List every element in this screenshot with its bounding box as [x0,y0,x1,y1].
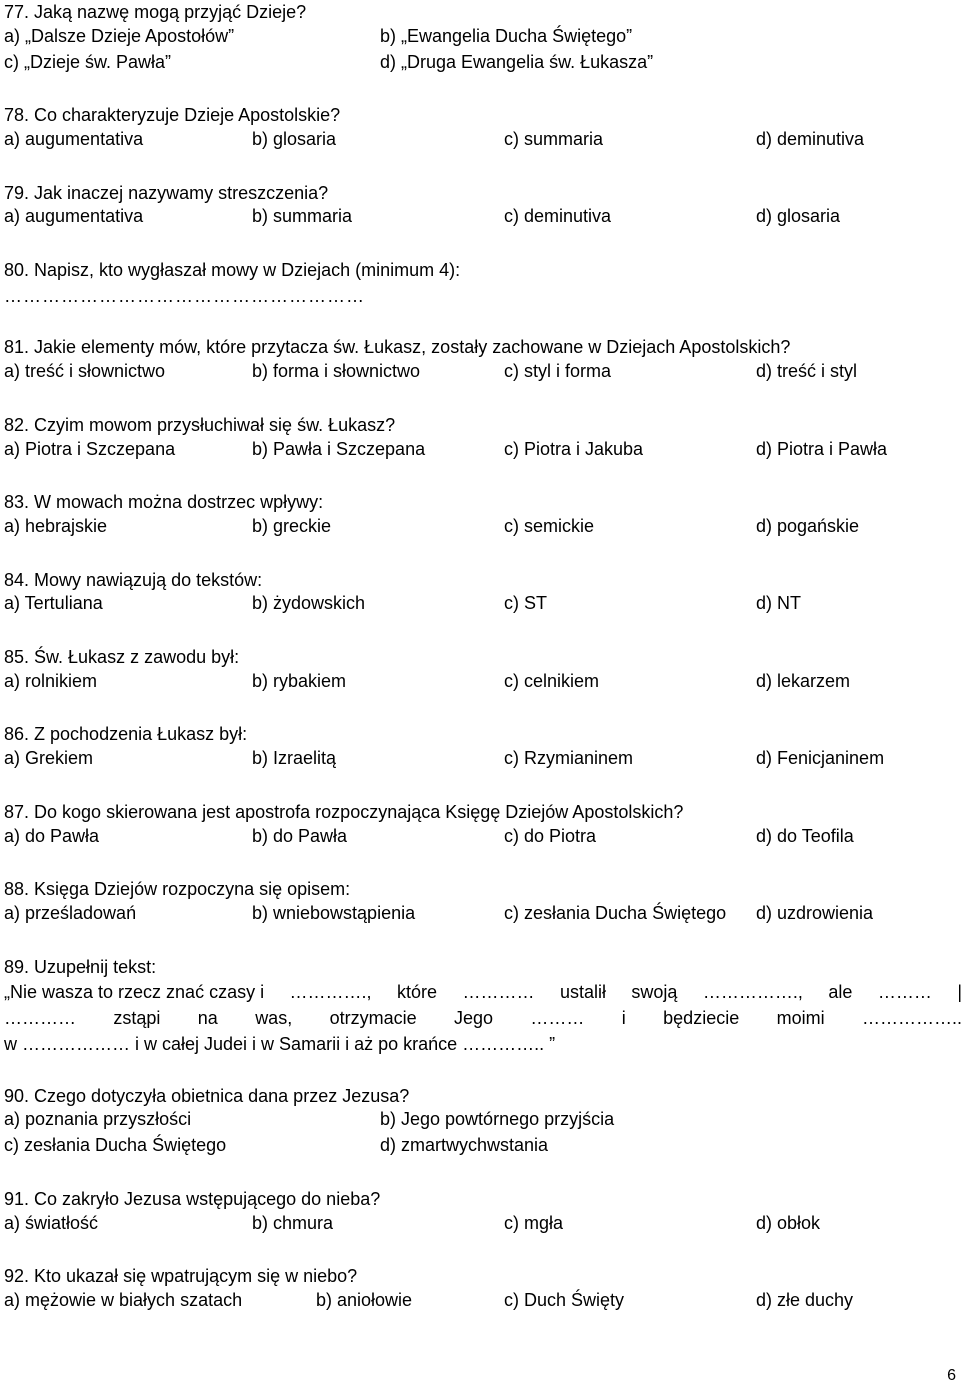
question-q81 [4,335,954,387]
question-title: 80. Napisz, kto wygłaszał mowy w Dziejach (minimum 4): [4,260,461,280]
answer-option-b[interactable]: b) „Ewangelia Ducha Świętego” [380,25,633,46]
fill-text-line1 [4,980,962,1006]
answer-option-c[interactable]: c) zesłania Ducha Świętego [504,902,727,923]
options-row [4,361,954,387]
options-row [4,1213,954,1239]
answer-option-b[interactable]: b) Izraelitą [252,748,337,769]
question-title: 92. Kto ukazał się wpatrującym się w niebo? [4,1266,358,1287]
fill-text-word: zstąpi [113,1008,161,1029]
question-q77 [4,0,954,77]
fill-text-word: i [621,1008,626,1029]
answer-option-c[interactable]: c) semickie [504,515,595,536]
options-row [4,439,954,465]
options-row [4,1135,954,1161]
question-q91 [4,1187,954,1239]
answer-option-d[interactable]: d) glosaria [756,206,841,227]
answer-option-a[interactable]: a) do Pawła [4,825,100,846]
question-q86 [4,722,954,774]
question-title: 78. Co charakteryzuje Dzieje Apostolskie? [4,105,341,126]
question-q83 [4,490,954,542]
question-title: 87. Do kogo skierowana jest apostrofa rozpoczynająca Księgę Dziejów Apostolskich? [4,801,684,822]
answer-option-b[interactable]: b) greckie [252,515,332,536]
question-title: 79. Jak inaczej nazywamy streszczenia? [4,182,329,203]
fill-text-word: na [197,1008,218,1029]
answer-option-b[interactable]: b) forma i słownictwo [252,361,421,382]
answer-option-d[interactable]: d) pogańskie [756,515,860,536]
answer-option-d[interactable]: d) „Druga Ewangelia św. Łukasza” [380,51,654,72]
answer-option-b[interactable]: b) Jego powtórnego przyjścia [380,1109,615,1130]
page-number: 6 [947,1367,956,1384]
question-q80 [4,258,954,310]
answer-option-a[interactable]: a) mężowie w białych szatach [4,1289,243,1310]
answer-option-c[interactable]: c) celnikiem [504,670,600,691]
fill-text-word: moimi [776,1008,825,1029]
answer-option-a[interactable]: a) prześladowań [4,902,137,923]
answer-option-c[interactable]: c) ST [504,593,547,614]
answer-option-b[interactable]: b) wniebowstąpienia [252,902,416,923]
answer-option-c[interactable]: c) mgła [504,1212,564,1233]
answer-option-a[interactable]: a) hebrajskie [4,515,108,536]
fill-text-word: ustalił [559,982,606,1003]
fill-text-word: ………… [462,982,535,1003]
answer-option-d[interactable]: d) deminutiva [756,128,865,149]
fill-text-word: ……… [530,1008,585,1029]
answer-option-b[interactable]: b) summaria [252,206,353,227]
answer-option-d[interactable]: d) obłok [756,1212,821,1233]
answer-option-b[interactable]: b) glosaria [252,128,337,149]
fill-text-word: otrzymacie [329,1008,417,1029]
options-row [4,516,954,542]
answer-option-c[interactable]: c) Piotra i Jakuba [504,438,644,459]
answer-option-b[interactable]: b) żydowskich [252,593,366,614]
fill-text-word: ……………., [702,982,803,1003]
fill-text-word: Jego [453,1008,494,1029]
question-title: 88. Księga Dziejów rozpoczyna się opisem: [4,879,351,900]
question-q89 [4,955,962,1058]
options-row [4,129,954,155]
answer-option-b[interactable]: b) rybakiem [252,670,347,691]
question-title: 82. Czyim mowom przysłuchiwał się św. Łukasz? [4,414,396,435]
answer-option-a[interactable]: a) treść i słownictwo [4,361,166,382]
fill-text-word: „Nie wasza to rzecz znać czasy i [4,982,265,1003]
fill-text-word: swoją [631,982,678,1003]
fill-text-word: ……… [877,982,932,1003]
answer-option-d[interactable]: d) treść i styl [756,361,858,382]
answer-option-d[interactable]: d) NT [756,593,801,614]
answer-option-c[interactable]: c) summaria [504,128,604,149]
answer-option-c[interactable]: c) „Dzieje św. Pawła” [4,51,172,72]
answer-option-d[interactable]: d) złe duchy [756,1289,854,1310]
answer-option-c[interactable]: c) deminutiva [504,206,612,227]
question-title: 89. Uzupełnij tekst: [4,956,157,977]
question-title: 85. Św. Łukasz z zawodu był: [4,647,240,667]
question-q90 [4,1084,954,1161]
answer-option-a[interactable]: a) augumentativa [4,128,144,149]
answer-option-c[interactable]: c) zesłania Ducha Świętego [4,1135,227,1156]
question-title: 81. Jakie elementy mów, które przytacza św. Łukasz, zostały zachowane w Dziejach Apostolskich? [4,337,791,358]
answer-option-a[interactable]: a) Grekiem [4,748,94,769]
question-q92 [4,1264,954,1316]
answer-option-d[interactable]: d) do Teofila [756,825,854,846]
question-q79 [4,181,954,233]
question-q82 [4,413,954,465]
question-title: 86. Z pochodzenia Łukasz był: [4,724,248,745]
fill-text-word: …………….. [861,1008,962,1029]
answer-option-d[interactable]: d) Piotra i Pawła [756,438,888,459]
answer-option-c[interactable]: c) styl i forma [504,361,612,382]
fill-text-word: was, [255,1008,293,1029]
question-title: 77. Jaką nazwę mogą przyjąć Dzieje? [4,2,307,22]
answer-option-c[interactable]: c) do Piotra [504,825,597,846]
options-row [4,826,954,852]
options-row [4,26,954,52]
options-row [4,206,954,232]
question-q78 [4,103,954,155]
answer-option-a[interactable]: a) światłość [4,1212,99,1233]
answer-option-d[interactable]: d) zmartwychwstania [380,1135,549,1156]
options-row [4,52,954,78]
fill-text-word: ale [828,982,853,1003]
answer-option-a[interactable]: a) Tertuliana [4,593,103,614]
question-q87 [4,800,954,852]
fill-text-line3: w ……………… i w całej Judei i w Samarii i aż po krańce ………….. ” [4,1033,556,1054]
options-row [4,1109,954,1135]
answer-option-d[interactable]: d) lekarzem [756,670,851,691]
question-q84 [4,568,954,620]
fill-text-word: będziecie [663,1008,740,1029]
answer-option-d[interactable]: d) uzdrowienia [756,902,874,923]
question-q88 [4,877,954,929]
options-row [4,748,954,774]
answer-option-c[interactable]: c) Duch Święty [504,1289,625,1310]
question-title: 90. Czego dotyczyła obietnica dana przez Jezusa? [4,1085,410,1106]
fill-text-word: …………., [289,982,372,1003]
answer-option-a[interactable]: a) rolnikiem [4,670,98,691]
answer-option-d[interactable]: d) Fenicjaninem [756,748,885,769]
options-row [4,903,954,929]
options-row [4,1290,954,1316]
answer-blank-line[interactable]: ………………………………………………… [4,285,365,306]
answer-option-b[interactable]: b) aniołowie [316,1289,413,1310]
answer-option-b[interactable]: b) do Pawła [252,825,348,846]
fill-text-word: | [957,982,962,1003]
options-row [4,593,954,619]
question-title: 91. Co zakryło Jezusa wstępującego do nieba? [4,1188,381,1209]
answer-option-b[interactable]: b) chmura [252,1212,334,1233]
answer-option-a[interactable]: a) „Dalsze Dzieje Apostołów” [4,25,235,46]
question-title: 84. Mowy nawiązują do tekstów: [4,569,263,590]
answer-option-a[interactable]: a) Piotra i Szczepana [4,438,176,459]
answer-option-b[interactable]: b) Pawła i Szczepana [252,438,426,459]
answer-option-a[interactable]: a) poznania przyszłości [4,1109,192,1130]
fill-text-word: które [397,982,438,1003]
options-row [4,671,954,697]
answer-option-c[interactable]: c) Rzymianinem [504,748,634,769]
question-q85 [4,645,954,697]
answer-option-a[interactable]: a) augumentativa [4,206,144,227]
fill-text-line2 [4,1006,962,1032]
question-title: 83. W mowach można dostrzec wpływy: [4,492,324,513]
fill-text-word: ………… [4,1008,76,1029]
